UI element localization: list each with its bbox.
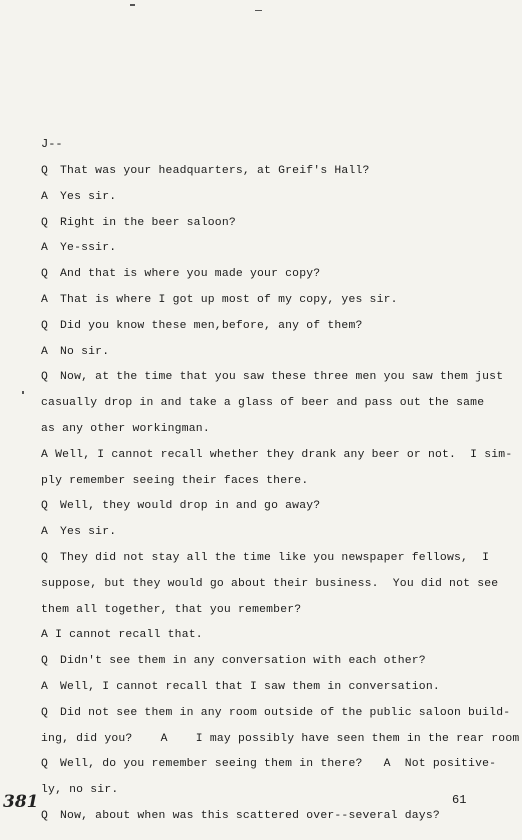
line-text: Did you know these men,before, any of them? <box>60 319 363 332</box>
line-text: Yes sir. <box>60 190 117 203</box>
page-number: 61 <box>452 793 467 807</box>
transcript-line <box>0 264 522 284</box>
transcript-line <box>0 419 522 439</box>
line-text: Yes sir. <box>60 526 117 539</box>
line-text: suppose, but they would go about their business. You did not see <box>41 577 499 590</box>
scan-mark <box>130 4 135 6</box>
line-text: ing, did you? A I may possibly have seen them in the rear room <box>41 732 520 745</box>
speaker-label: Q <box>41 500 49 513</box>
transcript-line <box>0 161 522 181</box>
speaker-label: Q <box>41 268 49 281</box>
line-text: Ye-ssir. <box>60 242 117 255</box>
line-text: ply remember seeing their faces there. <box>41 474 309 487</box>
transcript-line <box>0 367 522 387</box>
transcript-line <box>0 522 522 542</box>
margin-note: 381 <box>3 792 39 812</box>
speaker-label: Q <box>41 216 49 229</box>
line-text: Right in the beer saloon? <box>60 216 236 229</box>
speaker-label: A <box>41 190 49 203</box>
transcript-line <box>0 754 522 774</box>
line-text: Well, I cannot recall that I saw them in conversation. <box>60 681 440 693</box>
speaker-label: Q <box>41 758 49 771</box>
transcript-line <box>0 780 522 800</box>
speaker-label: Q <box>41 319 49 332</box>
line-text: as any other workingman. <box>41 423 210 435</box>
transcript-line <box>0 548 522 568</box>
line-text: ly, no sir. <box>41 784 119 797</box>
transcript-line <box>0 496 522 516</box>
transcript-line <box>0 238 522 258</box>
page-header: J-- <box>41 137 63 151</box>
line-text: Well, they would drop in and go away? <box>60 500 321 513</box>
transcript-line <box>0 651 522 671</box>
transcript-line <box>0 213 522 233</box>
transcript-line <box>0 574 522 594</box>
speaker-label: A <box>41 294 49 306</box>
scan-mark <box>22 391 24 394</box>
line-text: Now, about when was this scattered over--several days? <box>60 810 440 822</box>
line-text: A I cannot recall that. <box>41 629 203 642</box>
line-text: Did not see them in any room outside of the public saloon build- <box>60 706 511 719</box>
transcript-line <box>0 445 522 465</box>
speaker-label: A <box>41 242 49 255</box>
line-text: They did not stay all the time like you newspaper fellows, I <box>60 552 490 564</box>
transcript-line <box>0 342 522 362</box>
line-text: Now, at the time that you saw these three men you saw them just <box>60 371 504 384</box>
transcript-line <box>0 316 522 336</box>
speaker-label: Q <box>41 655 49 668</box>
transcript-line <box>0 729 522 749</box>
speaker-label: Q <box>41 165 49 177</box>
speaker-label: A <box>41 345 49 358</box>
transcript-line <box>0 625 522 645</box>
line-text: That is where I got up most of my copy, yes sir. <box>60 294 398 306</box>
transcript-line <box>0 471 522 491</box>
line-text: casually drop in and take a glass of beer and pass out the same <box>41 397 485 410</box>
transcript-line <box>0 393 522 413</box>
line-text: A Well, I cannot recall whether they drank any beer or not. I sim- <box>41 448 513 461</box>
transcript-line <box>0 677 522 697</box>
speaker-label: Q <box>41 810 49 822</box>
speaker-label: Q <box>41 552 49 564</box>
speaker-label: Q <box>41 371 49 384</box>
line-text: And that is where you made your copy? <box>60 268 321 281</box>
transcript-line <box>0 806 522 826</box>
speaker-label: A <box>41 526 49 539</box>
transcript-line <box>0 187 522 207</box>
line-text: Well, do you remember seeing them in there? A Not positive- <box>60 758 497 771</box>
speaker-label: A <box>41 681 49 693</box>
transcript-line <box>0 703 522 723</box>
line-text: No sir. <box>60 345 110 358</box>
speaker-label: Q <box>41 706 49 719</box>
line-text: That was your headquarters, at Greif's Hall? <box>60 165 370 177</box>
line-text: them all together, that you remember? <box>41 603 302 616</box>
scan-mark <box>255 10 262 11</box>
line-text: Didn't see them in any conversation with each other? <box>60 655 426 668</box>
transcript-line <box>0 290 522 310</box>
transcript-line <box>0 600 522 620</box>
